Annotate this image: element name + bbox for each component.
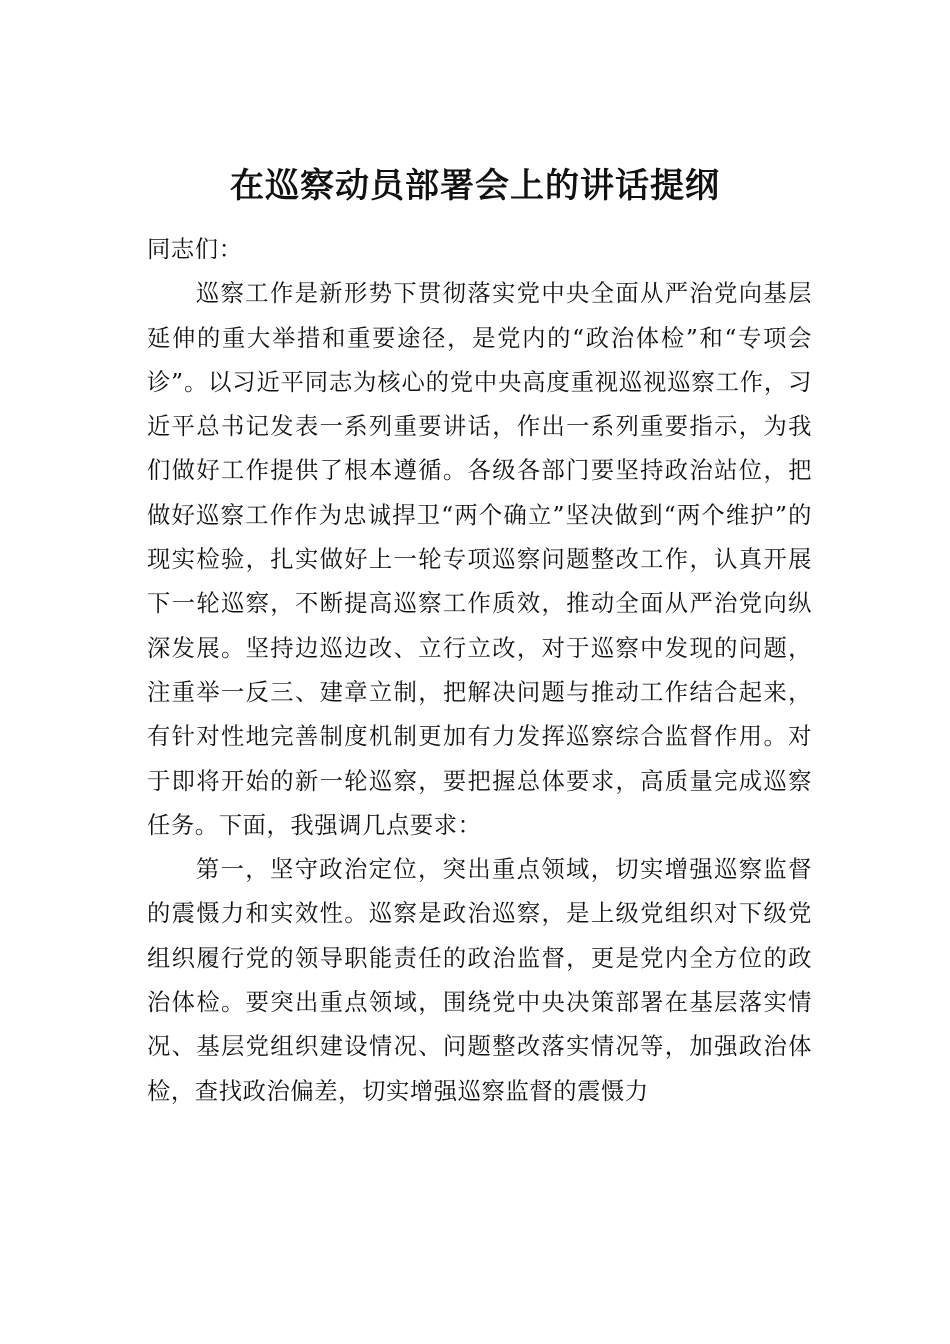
document-body xyxy=(147,228,812,1114)
page-title: 在巡察动员部署会上的讲话提纲 xyxy=(230,166,720,206)
paragraph-point-one: 第一，坚守政治定位，突出重点领域，切实增强巡察监督的震慑力和实效性。巡察是政治巡察，是上级党组织对下级党组织履行党的领导职能责任的政治监督，更是党内全方位的政治体检。要突出重点领域，围绕党中央决策部署在基层落实情况、基层党组织建设情况、问题整改落实情况等，加强政治体检，查找政治偏差，切实增强巡察监督的震慑力 xyxy=(147,856,812,1105)
paragraph-intro: 巡察工作是新形势下贯彻落实党中央全面从严治党向基层延伸的重大举措和重要途径，是党内的“政治体检”和“专项会诊”。以习近平同志为核心的党中央高度重视巡视巡察工作，习近平总书记发表一系列重要讲话，作出一系列重要指示，为我们做好工作提供了根本遵循。各级各部门要坚持政治站位，把做好巡察工作作为忠诚捍卫“两个确立”坚决做到“两个维护”的现实检验，扎实做好上一轮专项巡察问题整改工作，认真开展下一轮巡察，不断提高巡察工作质效，推动全面从严治党向纵深发展。坚持边巡边改、立行立改，对于巡察中发现的问题，注重举一反三、建章立制，把解决问题与推动工作结合起来，有针对性地完善制度机制更加有力发挥巡察综合监督作用。对于即将开始的新一轮巡察，要把握总体要求，高质量完成巡察任务。下面，我强调几点要求： xyxy=(147,280,812,839)
salutation: 同志们： xyxy=(147,236,243,263)
